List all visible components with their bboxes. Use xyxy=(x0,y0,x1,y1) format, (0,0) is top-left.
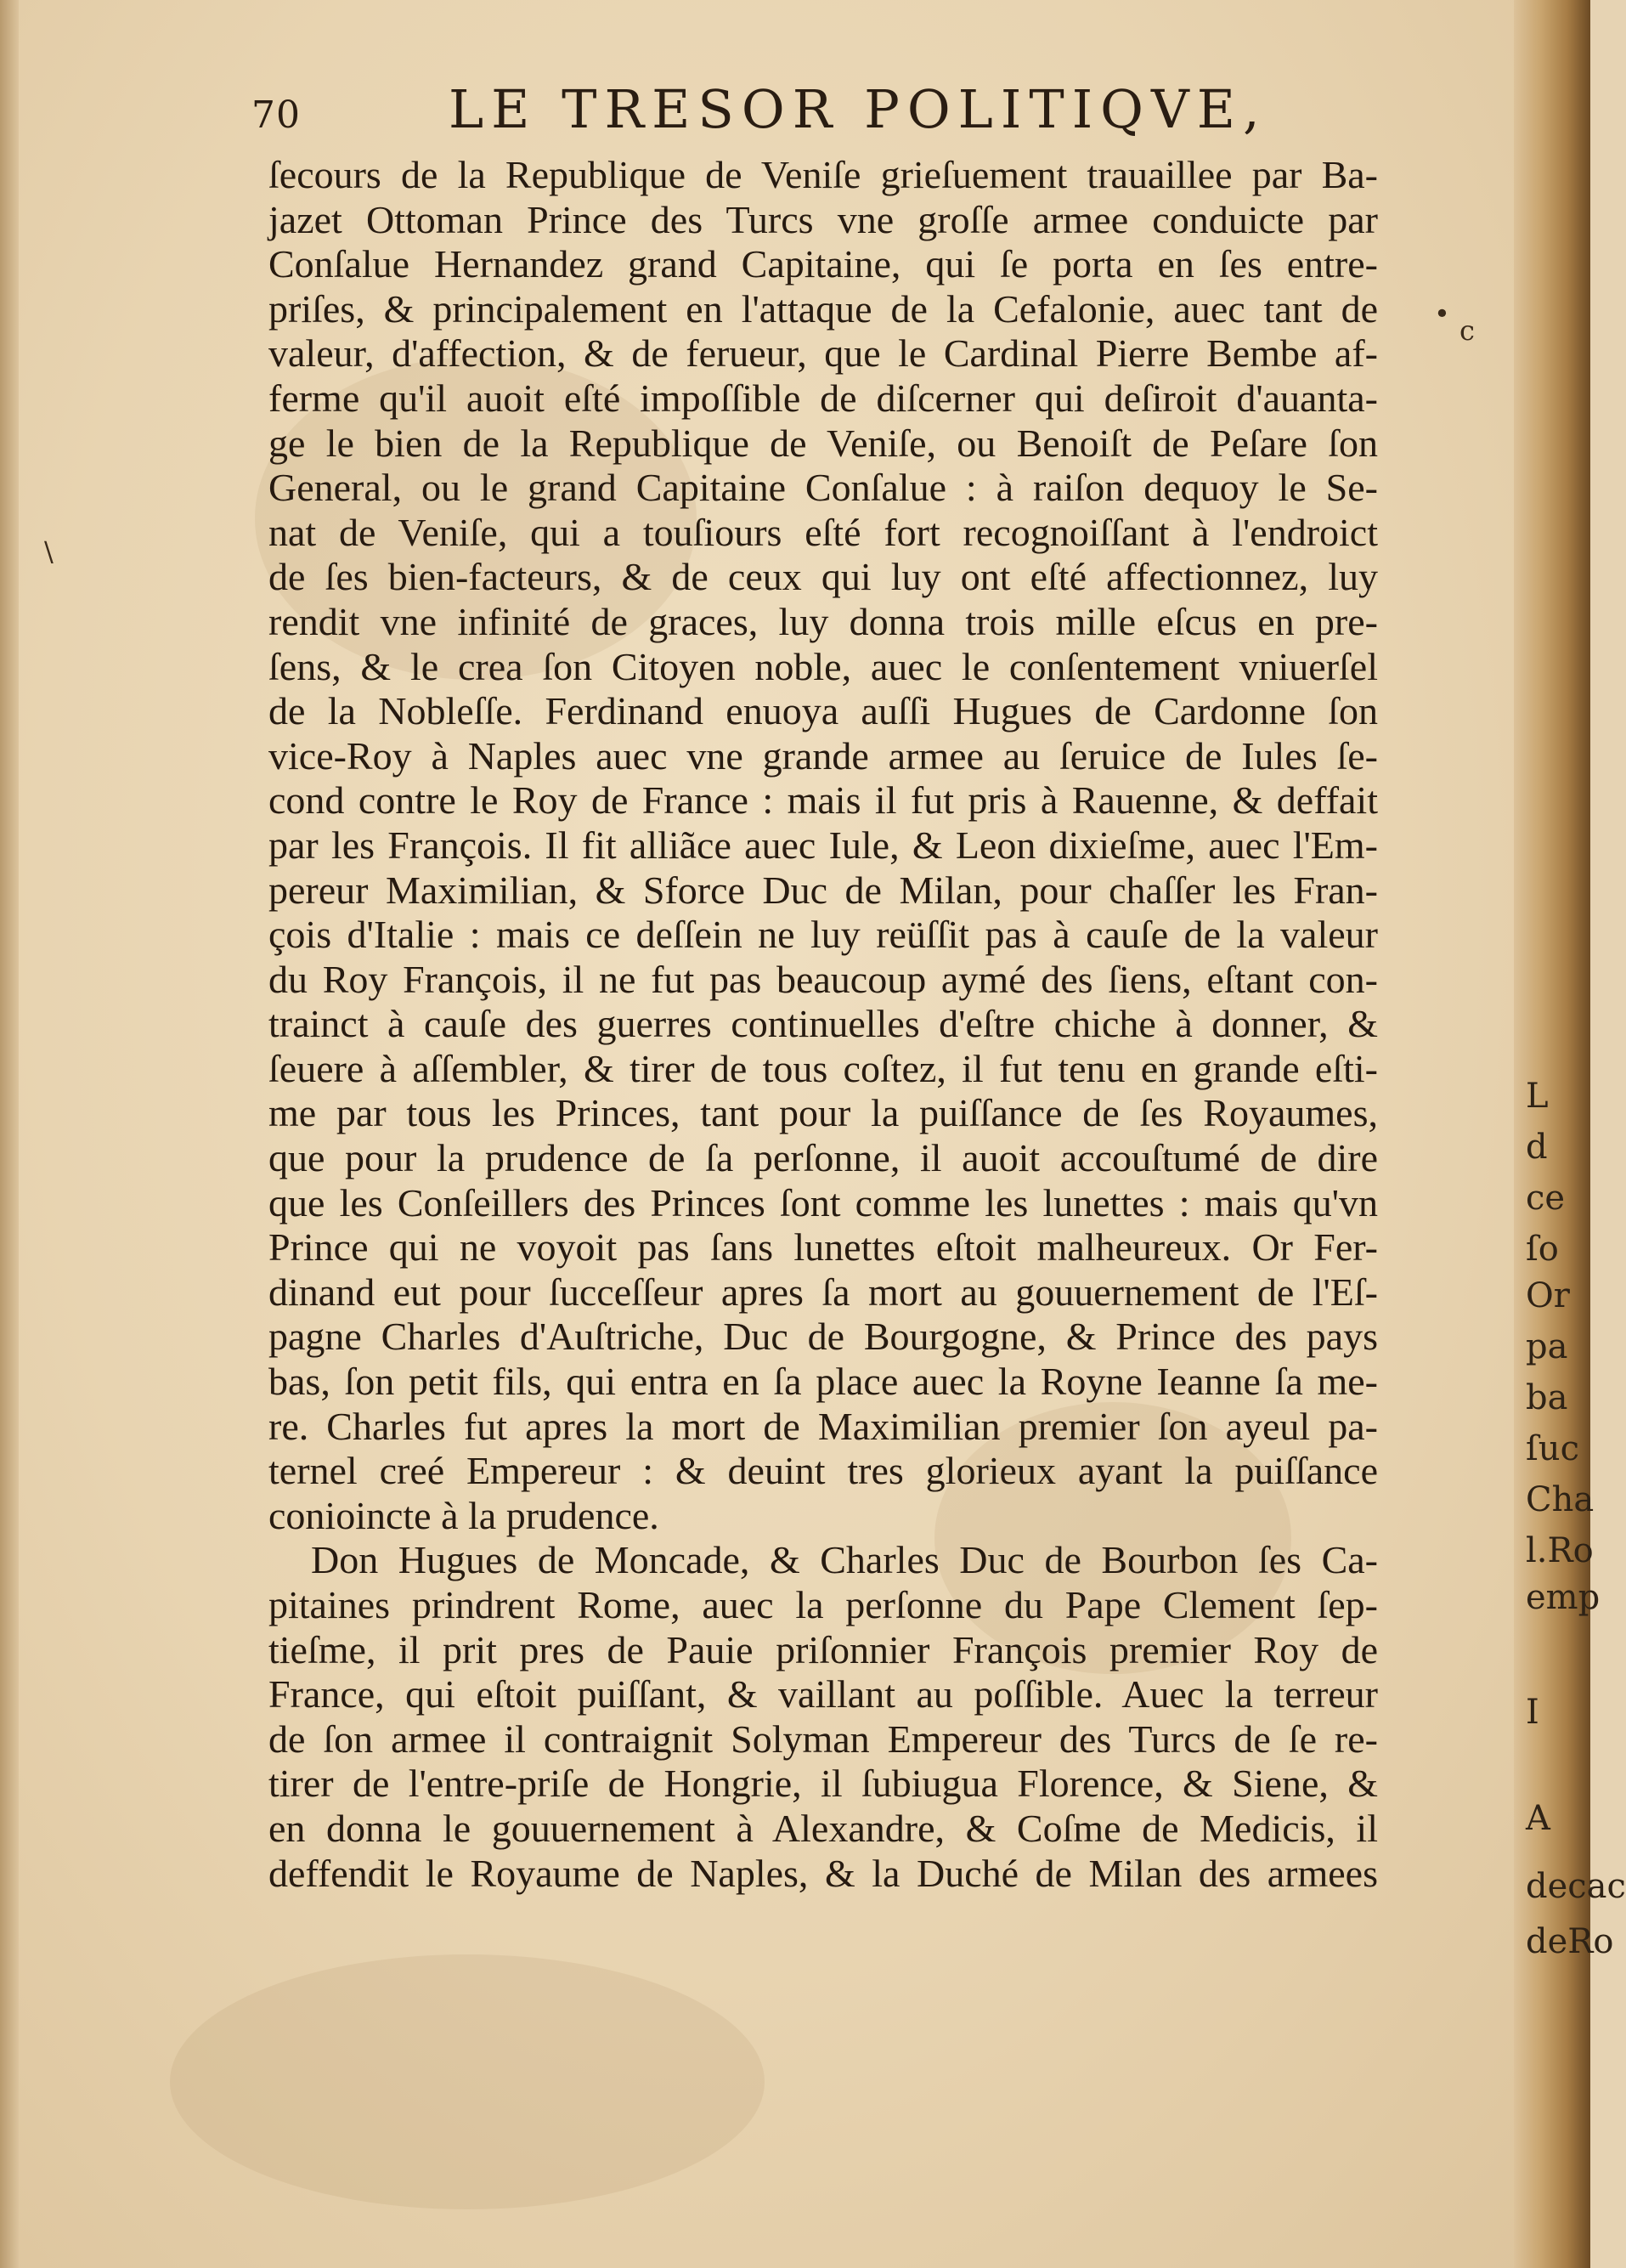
text-line: tieſme, il prit pres de Pauie priſonnier François premier Roy de xyxy=(268,1627,1378,1671)
text-line: France, qui eſtoit puiſſant, & vaillant au poſſible. Auec la terreur xyxy=(268,1672,1378,1717)
text-line: ferme qu'il auoit eſté impoſſible de diſcerner qui deſiroit d'auanta- xyxy=(268,376,1378,420)
text-line: ternel creé Empereur : & deuint tres glorieux ayant la puiſſance xyxy=(268,1449,1378,1493)
margin-mark: • xyxy=(1434,297,1450,330)
text-line: de la Nobleſſe. Ferdinand enuoya auſſi Hugues de Cardonne ſon xyxy=(268,689,1378,733)
text-line: me par tous les Princes, tant pour la puiſſance de ſes Royaumes, xyxy=(268,1091,1378,1135)
facing-page-fragment: ba xyxy=(1526,1378,1568,1417)
text-line: deffendit le Royaume de Naples, & la Duché de Milan des armees xyxy=(268,1851,1378,1895)
text-line: conioincte à la prudence. xyxy=(268,1493,659,1537)
page-left-edge xyxy=(0,0,19,2268)
text-line: çois d'Italie : mais ce deſſein ne luy reüſſit pas à cauſe de la valeur xyxy=(268,913,1378,957)
facing-page-fragment: A xyxy=(1526,1799,1550,1838)
text-line: ſecours de la Republique de Veniſe grieſuement trauaillee par Ba- xyxy=(268,153,1378,196)
text-line: ge le bien de la Republique de Veniſe, ou Benoiſt de Peſare ſon xyxy=(268,421,1378,465)
facing-page-fragment: d xyxy=(1526,1128,1548,1167)
text-line: Conſalue Hernandez grand Capitaine, qui ſe porta en ſes entre- xyxy=(268,242,1378,286)
text-line: vice-Roy à Naples auec vne grande armee au ſeruice de Iules ſe- xyxy=(268,733,1378,778)
facing-page-fragment: Or xyxy=(1526,1276,1570,1315)
facing-page-fragment: ſo xyxy=(1526,1230,1559,1269)
text-line: tirer de l'entre-priſe de Hongrie, il ſubiugua Florence, & Siene, & xyxy=(268,1762,1378,1806)
text-line: du Roy François, il ne fut pas beaucoup aymé des ſiens, eſtant con- xyxy=(268,957,1378,1001)
text-line: de ſes bien-facteurs, & de ceux qui luy ont eſté affectionnez, luy xyxy=(268,555,1378,599)
facing-page-fragment: decac xyxy=(1526,1867,1626,1906)
facing-page-fragment: ce xyxy=(1526,1179,1566,1218)
book-gutter xyxy=(1514,0,1626,2268)
text-line: priſes, & principalement en l'attaque de la Cefalonie, auec tant de xyxy=(268,286,1378,331)
text-line: bas, ſon petit fils, qui entra en ſa place auec la Royne Ieanne ſa me- xyxy=(268,1360,1378,1404)
facing-page-fragment: L xyxy=(1526,1077,1549,1116)
text-line: jazet Ottoman Prince des Turcs vne groſſe armee conduicte par xyxy=(268,197,1378,241)
text-line: pitaines prindrent Rome, auec la perſonne du Pape Clement ſep- xyxy=(268,1583,1378,1626)
text-line: de ſon armee il contraignit Solyman Empereur des Turcs de ſe re- xyxy=(268,1717,1378,1761)
text-line: ſens, & le crea ſon Citoyen noble, auec le conſentement vniuerſel xyxy=(268,644,1378,688)
text-line: pagne Charles d'Auſtriche, Duc de Bourgogne, & Prince des pays xyxy=(268,1315,1378,1359)
facing-page-fragment: ſuc xyxy=(1526,1429,1579,1468)
body-text xyxy=(268,153,1378,1896)
facing-page-fragment: I xyxy=(1526,1693,1539,1732)
text-line: en donna le gouuernement à Alexandre, & Coſme de Medicis, il xyxy=(268,1806,1378,1850)
facing-page-fragment: emp xyxy=(1526,1578,1601,1617)
text-line: que les Conſeillers des Princes ſont comme les lunettes : mais qu'vn xyxy=(268,1180,1378,1224)
text-line: cond contre le Roy de France : mais il fut pris à Rauenne, & deffait xyxy=(268,778,1378,823)
text-line: dinand eut pour ſucceſſeur apres ſa mort au gouuernement de l'Eſ- xyxy=(268,1270,1378,1314)
text-line: rendit vne infinité de graces, luy donna trois mille eſcus en pre- xyxy=(268,599,1378,643)
text-line: par les François. Il fit alliãce auec Iule, & Leon dixieſme, auec l'Em- xyxy=(268,823,1378,867)
text-line: pereur Maximilian, & Sforce Duc de Milan, pour chaſſer les Fran- xyxy=(268,868,1378,912)
text-line: trainct à cauſe des guerres continuelles d'eſtre chiche à donner, & xyxy=(268,1002,1378,1046)
text-line: Don Hugues de Moncade, & Charles Duc de Bourbon ſes Ca- xyxy=(311,1538,1378,1582)
facing-page-fragment: deRo xyxy=(1526,1922,1614,1961)
margin-mark: \ xyxy=(44,535,54,568)
margin-mark: c xyxy=(1459,314,1475,347)
facing-page-fragment: l.Ro xyxy=(1526,1531,1594,1570)
facing-page-fragment: Cha xyxy=(1526,1480,1595,1519)
page-number: 70 xyxy=(251,93,301,137)
page-header xyxy=(251,78,1271,146)
running-title: LE TRESOR POLITIQVE, xyxy=(449,78,1267,140)
facing-page-fragment: pa xyxy=(1526,1327,1568,1366)
text-line: ſeuere à aſſembler, & tirer de tous coſtez, il fut tenu en grande eſti- xyxy=(268,1046,1378,1090)
text-line: re. Charles fut apres la mort de Maximilian premier ſon ayeul pa- xyxy=(268,1404,1378,1448)
text-line: que pour la prudence de ſa perſonne, il auoit accouſtumé de dire xyxy=(268,1136,1378,1180)
text-line: nat de Veniſe, qui a touſiours eſté fort recognoiſſant à l'endroict xyxy=(268,510,1378,554)
text-line: Prince qui ne voyoit pas ſans lunettes eſtoit malheureux. Or Fer- xyxy=(268,1225,1378,1270)
paper-stain xyxy=(170,1954,765,2209)
text-line: valeur, d'affection, & de feruеur, que le Cardinal Pierre Bembe af- xyxy=(268,331,1378,376)
text-line: General, ou le grand Capitaine Conſalue : à raiſon dequoy le Se- xyxy=(268,466,1378,510)
